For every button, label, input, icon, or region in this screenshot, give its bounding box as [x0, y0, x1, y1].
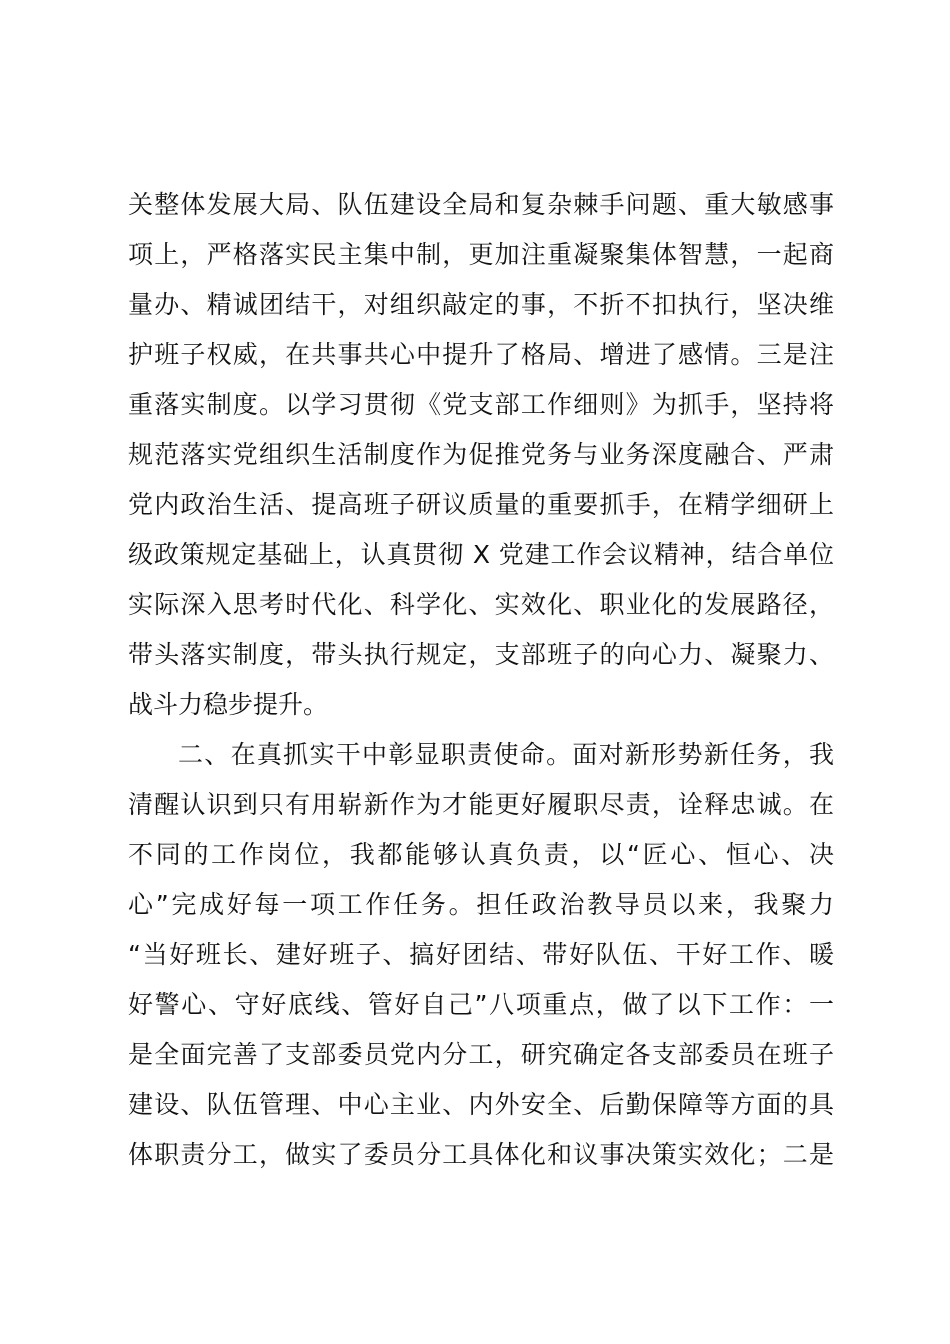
text-line: 清醒认识到只有用崭新作为才能更好履职尽责，诠释忠诚。在: [128, 790, 834, 819]
text-line: 项上，严格落实民主集中制，更加注重凝聚集体智慧，一起商: [128, 240, 834, 269]
text-line: 带头落实制度，带头执行规定，支部班子的向心力、凝聚力、: [128, 640, 834, 669]
text-line: 重落实制度。以学习贯彻《党支部工作细则》为抓手，坚持将: [128, 390, 834, 419]
text-line: 实际深入思考时代化、科学化、实效化、职业化的发展路径，: [128, 590, 834, 619]
text-line: 好警心、守好底线、管好自己”八项重点，做了以下工作：一: [128, 990, 834, 1019]
paragraph-end-line: 战斗力稳步提升。: [128, 690, 329, 719]
text-line: 建设、队伍管理、中心主业、内外安全、后勤保障等方面的具: [128, 1090, 834, 1119]
text-line: “当好班长、建好班子、搞好团结、带好队伍、干好工作、暖: [128, 940, 834, 969]
text-line: 关整体发展大局、队伍建设全局和复杂棘手问题、重大敏感事: [128, 190, 834, 219]
text-line: 级政策规定基础上，认真贯彻 X 党建工作会议精神，结合单位: [128, 540, 834, 569]
text-line: 体职责分工，做实了委员分工具体化和议事决策实效化；二是: [128, 1140, 834, 1169]
text-line: 党内政治生活、提高班子研议质量的重要抓手，在精学细研上: [128, 490, 834, 519]
text-line: 不同的工作岗位，我都能够认真负责，以“匠心、恒心、决: [128, 840, 834, 869]
text-line: 心”完成好每一项工作任务。担任政治教导员以来，我聚力: [128, 890, 834, 919]
section-heading-line: 二、在真抓实干中彰显职责使命。面对新形势新任务，我: [178, 740, 834, 769]
text-line: 是全面完善了支部委员党内分工，研究确定各支部委员在班子: [128, 1040, 834, 1069]
text-line: 量办、精诚团结干，对组织敲定的事，不折不扣执行，坚决维: [128, 290, 834, 319]
text-line: 护班子权威，在共事共心中提升了格局、增进了感情。三是注: [128, 340, 834, 369]
body-text: [128, 180, 834, 1180]
text-line: 规范落实党组织生活制度作为促推党务与业务深度融合、严肃: [128, 440, 834, 469]
